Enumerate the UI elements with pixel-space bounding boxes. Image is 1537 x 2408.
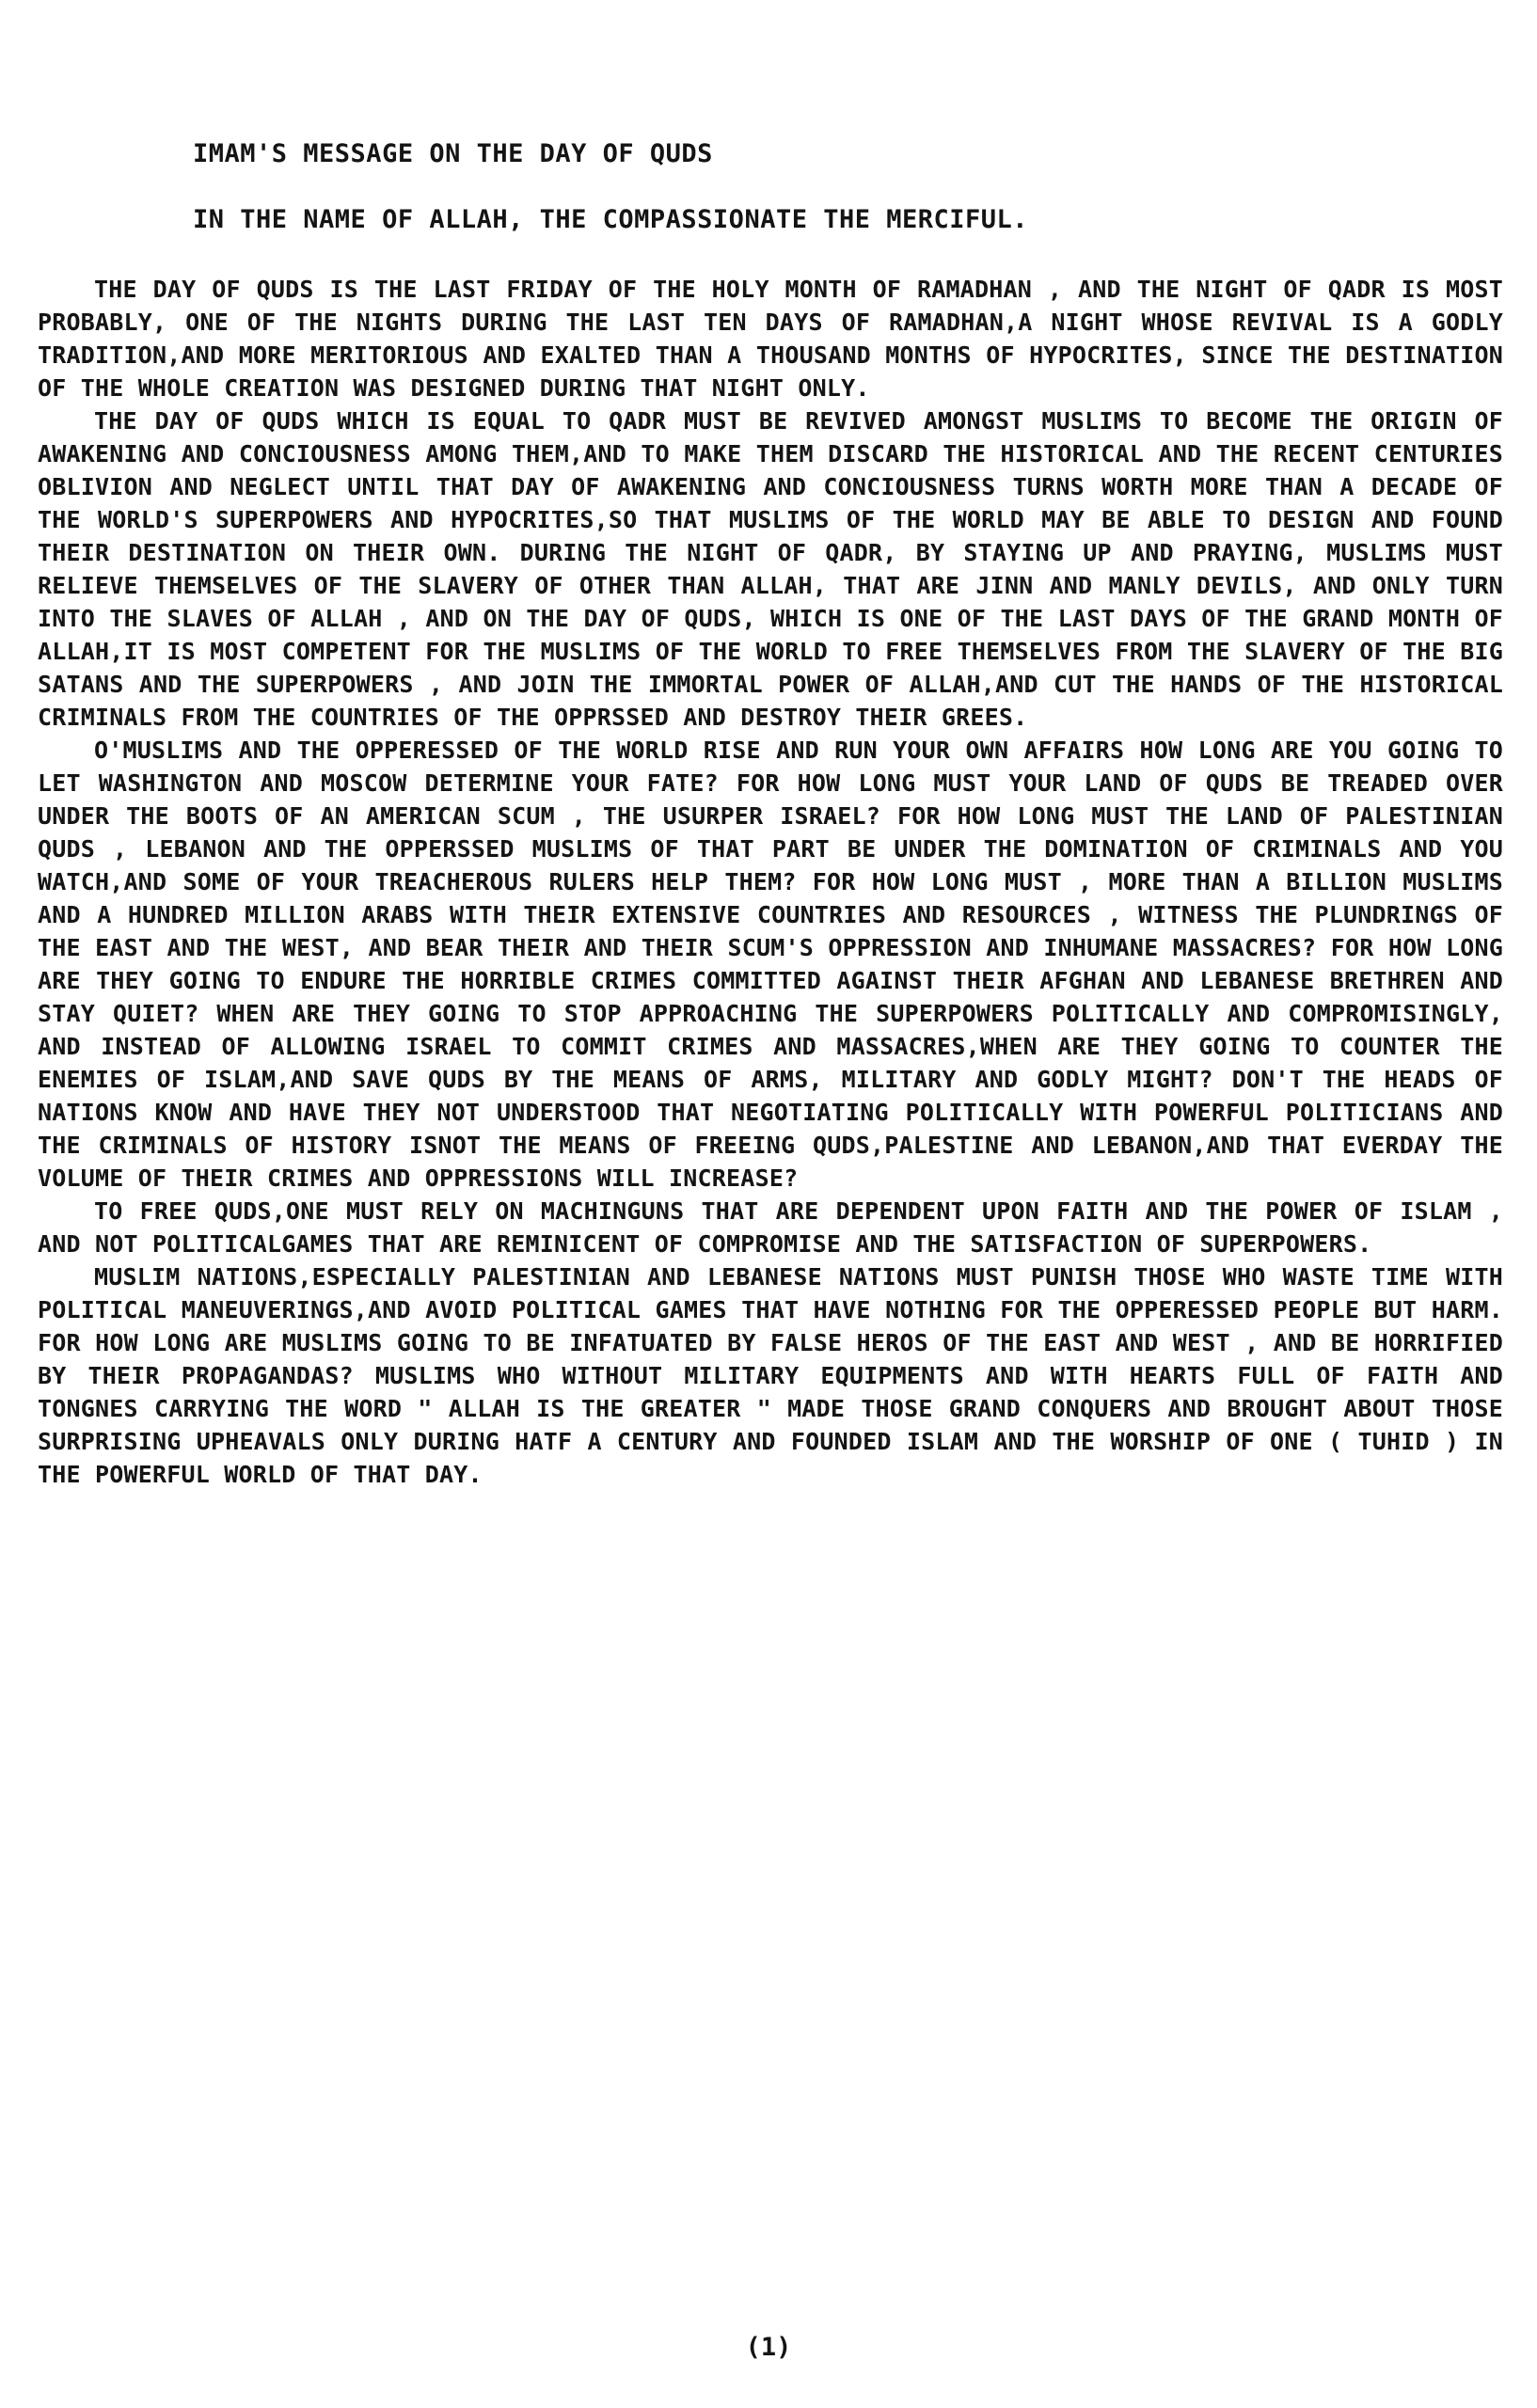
invocation-line: IN THE NAME OF ALLAH, THE COMPASSIONATE THE MERCIFUL.	[193, 205, 1029, 234]
paragraph-muslim-nations: MUSLIM NATIONS,ESPECIALLY PALESTINIAN AND LEBANESE NATIONS MUST PUNISH THOSE WHO WASTE TIME WITH POLITICAL MANEUVERINGS,AND AVOID POLITICAL GAMES THAT HAVE NOTHING FOR THE OPPERESSED PEOPLE BUT HARM. FOR HOW LONG ARE MUSLIMS GOING TO BE INFATUATED BY FALSE HEROS OF THE EAST AND WEST , AND BE HORRIFIED BY THEIR PROPAGANDAS? MUSLIMS WHO WITHOUT MILITARY EQUIPMENTS AND WITH HEARTS FULL OF FAITH AND TONGNES CARRYING THE WORD " ALLAH IS THE GREATER " MADE THOSE GRAND CONQUERS AND BROUGHT ABOUT THOSE SURPRISING UPHEAVALS ONLY DURING HATF A CENTURY AND FOUNDED ISLAM AND THE WORSHIP OF ONE ( TUHID ) IN THE POWERFUL WORLD OF THAT DAY.	[38, 1263, 1503, 1488]
document-title: IMAM'S MESSAGE ON THE DAY OF QUDS	[193, 139, 713, 168]
paragraph-free-quds: TO FREE QUDS,ONE MUST RELY ON MACHINGUNS THAT ARE DEPENDENT UPON FAITH AND THE POWER OF ISLAM , AND NOT POLITICALGAMES THAT ARE REMINICENT OF COMPROMISE AND THE SATISFACTION OF SUPERPOWERS.	[38, 1197, 1503, 1258]
message-body	[38, 273, 1503, 1491]
paragraph-muslims-rise: O'MUSLIMS AND THE OPPERESSED OF THE WORLD RISE AND RUN YOUR OWN AFFAIRS HOW LONG ARE YOU GOING TO LET WASHINGTON AND MOSCOW DETERMINE YOUR FATE? FOR HOW LONG MUST YOUR LAND OF QUDS BE TREADED OVER UNDER THE BOOTS OF AN AMERICAN SCUM , THE USURPER ISRAEL? FOR HOW LONG MUST THE LAND OF PALESTINIAN QUDS , LEBANON AND THE OPPERSSED MUSLIMS OF THAT PART BE UNDER THE DOMINATION OF CRIMINALS AND YOU WATCH,AND SOME OF YOUR TREACHEROUS RULERS HELP THEM? FOR HOW LONG MUST , MORE THAN A BILLION MUSLIMS AND A HUNDRED MILLION ARABS WITH THEIR EXTENSIVE COUNTRIES AND RESOURCES , WITNESS THE PLUNDRINGS OF THE EAST AND THE WEST, AND BEAR THEIR AND THEIR SCUM'S OPPRESSION AND INHUMANE MASSACRES? FOR HOW LONG ARE THEY GOING TO ENDURE THE HORRIBLE CRIMES COMMITTED AGAINST THEIR AFGHAN AND LEBANESE BRETHREN AND STAY QUIET? WHEN ARE THEY GOING TO STOP APPROACHING THE SUPERPOWERS POLITICALLY AND COMPROMISINGLY, AND INSTEAD OF ALLOWING ISRAEL TO COMMIT CRIMES AND MASSACRES,WHEN ARE THEY GOING TO COUNTER THE ENEMIES OF ISLAM,AND SAVE QUDS BY THE MEANS OF ARMS, MILITARY AND GODLY MIGHT? DON'T THE HEADS OF NATIONS KNOW AND HAVE THEY NOT UNDERSTOOD THAT NEGOTIATING POLITICALLY WITH POWERFUL POLITICIANS AND THE CRIMINALS OF HISTORY ISNOT THE MEANS OF FREEING QUDS,PALESTINE AND LEBANON,AND THAT EVERDAY THE VOLUME OF THEIR CRIMES AND OPPRESSIONS WILL INCREASE?	[38, 737, 1503, 1192]
page-number: (1)	[745, 2333, 792, 2362]
paragraph-day-of-quds: THE DAY OF QUDS IS THE LAST FRIDAY OF THE HOLY MONTH OF RAMADHAN , AND THE NIGHT OF QADR IS MOST PROBABLY, ONE OF THE NIGHTS DURING THE LAST TEN DAYS OF RAMADHAN,A NIGHT WHOSE REVIVAL IS A GODLY TRADITION,AND MORE MERITORIOUS AND EXALTED THAN A THOUSAND MONTHS OF HYPOCRITES, SINCE THE DESTINATION OF THE WHOLE CREATION WAS DESIGNED DURING THAT NIGHT ONLY.	[38, 276, 1503, 402]
paragraph-revive-quds: THE DAY OF QUDS WHICH IS EQUAL TO QADR MUST BE REVIVED AMONGST MUSLIMS TO BECOME THE ORIGIN OF AWAKENING AND CONCIOUSNESS AMONG THEM,AND TO MAKE THEM DISCARD THE HISTORICAL AND THE RECENT CENTURIES OBLIVION AND NEGLECT UNTIL THAT DAY OF AWAKENING AND CONCIOUSNESS TURNS WORTH MORE THAN A DECADE OF THE WORLD'S SUPERPOWERS AND HYPOCRITES,SO THAT MUSLIMS OF THE WORLD MAY BE ABLE TO DESIGN AND FOUND THEIR DESTINATION ON THEIR OWN. DURING THE NIGHT OF QADR, BY STAYING UP AND PRAYING, MUSLIMS MUST RELIEVE THEMSELVES OF THE SLAVERY OF OTHER THAN ALLAH, THAT ARE JINN AND MANLY DEVILS, AND ONLY TURN INTO THE SLAVES OF ALLAH , AND ON THE DAY OF QUDS, WHICH IS ONE OF THE LAST DAYS OF THE GRAND MONTH OF ALLAH,IT IS MOST COMPETENT FOR THE MUSLIMS OF THE WORLD TO FREE THEMSELVES FROM THE SLAVERY OF THE BIG SATANS AND THE SUPERPOWERS , AND JOIN THE IMMORTAL POWER OF ALLAH,AND CUT THE HANDS OF THE HISTORICAL CRIMINALS FROM THE COUNTRIES OF THE OPPRSSED AND DESTROY THEIR GREES.	[38, 407, 1503, 731]
